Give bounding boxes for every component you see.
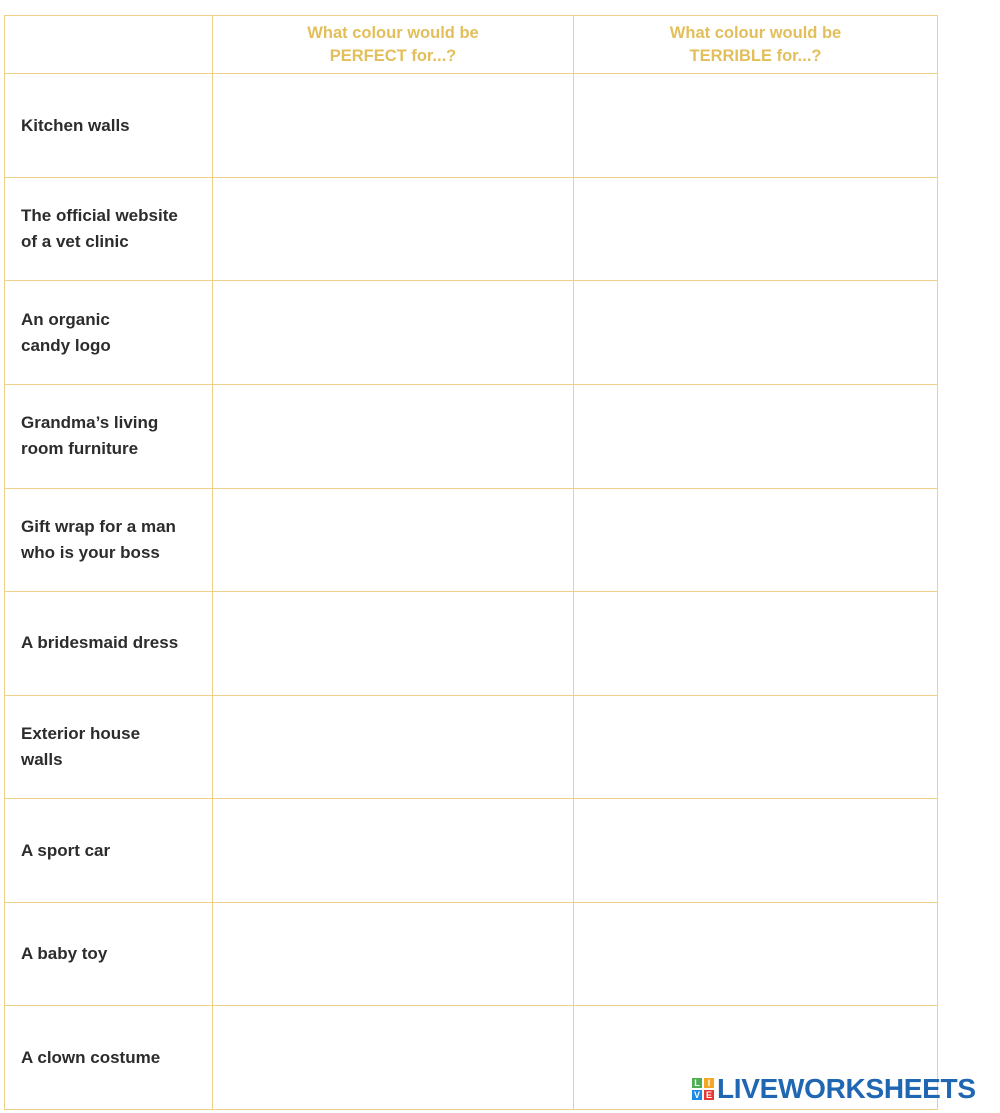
terrible-answer-field[interactable] bbox=[574, 902, 938, 1006]
table-row bbox=[5, 902, 938, 1006]
perfect-answer-field[interactable] bbox=[213, 385, 574, 489]
perfect-answer-field[interactable] bbox=[213, 177, 574, 281]
liveworksheets-logo bbox=[691, 1073, 976, 1105]
perfect-answer-field[interactable] bbox=[213, 902, 574, 1006]
terrible-answer-field[interactable] bbox=[574, 177, 938, 281]
header-row bbox=[5, 16, 938, 74]
liveworksheets-logo-icon bbox=[691, 1077, 715, 1101]
logo-text: LIVEWORKSHEETS bbox=[717, 1073, 976, 1104]
perfect-answer-field[interactable] bbox=[213, 281, 574, 385]
row-label: A baby toy bbox=[5, 902, 213, 1006]
logo-tile-l: L bbox=[691, 1077, 703, 1089]
table-row bbox=[5, 177, 938, 281]
logo-tile-e: E bbox=[703, 1089, 715, 1101]
table-row bbox=[5, 385, 938, 489]
row-label: Gift wrap for a man who is your boss bbox=[5, 488, 213, 592]
row-label: Exterior house walls bbox=[5, 695, 213, 799]
table-row bbox=[5, 695, 938, 799]
perfect-answer-field[interactable] bbox=[213, 74, 574, 178]
row-label: Kitchen walls bbox=[5, 74, 213, 178]
row-label: A sport car bbox=[5, 799, 213, 903]
row-label: The official website of a vet clinic bbox=[5, 177, 213, 281]
terrible-answer-field[interactable] bbox=[574, 592, 938, 696]
logo-tile-i: I bbox=[703, 1077, 715, 1089]
terrible-answer-field[interactable] bbox=[574, 695, 938, 799]
table-row bbox=[5, 592, 938, 696]
row-label: An organic candy logo bbox=[5, 281, 213, 385]
corner-cell bbox=[5, 16, 213, 74]
table-row bbox=[5, 799, 938, 903]
table-row bbox=[5, 74, 938, 178]
perfect-answer-field[interactable] bbox=[213, 1006, 574, 1110]
terrible-answer-field[interactable] bbox=[574, 488, 938, 592]
perfect-answer-field[interactable] bbox=[213, 695, 574, 799]
perfect-answer-field[interactable] bbox=[213, 799, 574, 903]
table-row bbox=[5, 281, 938, 385]
row-label: A clown costume bbox=[5, 1006, 213, 1110]
perfect-answer-field[interactable] bbox=[213, 488, 574, 592]
perfect-answer-field[interactable] bbox=[213, 592, 574, 696]
table-row bbox=[5, 488, 938, 592]
row-label: A bridesmaid dress bbox=[5, 592, 213, 696]
header-terrible: What colour would be TERRIBLE for...? bbox=[574, 16, 938, 74]
logo-tile-v: V bbox=[691, 1089, 703, 1101]
worksheet-table bbox=[4, 15, 938, 1110]
header-perfect: What colour would be PERFECT for...? bbox=[213, 16, 574, 74]
terrible-answer-field[interactable] bbox=[574, 74, 938, 178]
terrible-answer-field[interactable] bbox=[574, 281, 938, 385]
row-label: Grandma’s living room furniture bbox=[5, 385, 213, 489]
terrible-answer-field[interactable] bbox=[574, 799, 938, 903]
terrible-answer-field[interactable] bbox=[574, 385, 938, 489]
